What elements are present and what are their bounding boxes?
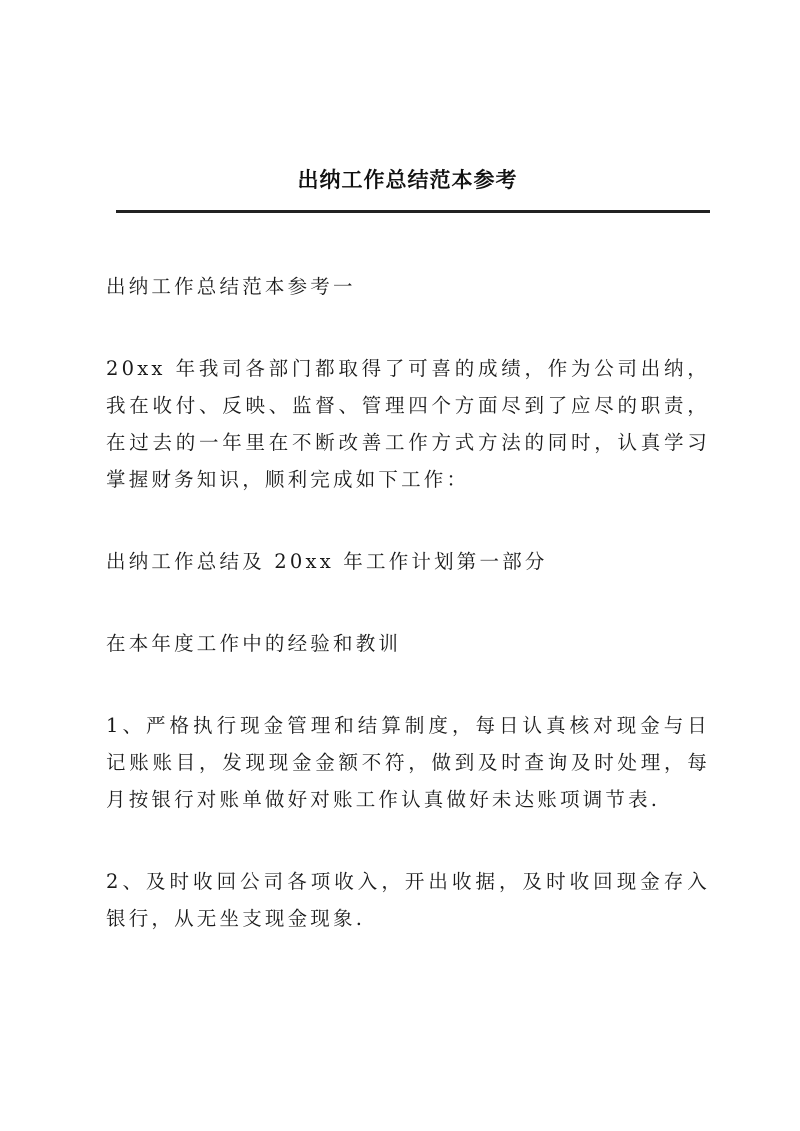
title-underline bbox=[116, 210, 710, 213]
document-title: 出纳工作总结范本参考 bbox=[297, 168, 518, 192]
list-item-2: 2、及时收回公司各项收入，开出收据，及时收回现金存入银行，从无坐支现金现象. bbox=[106, 870, 710, 930]
section-heading-2: 出纳工作总结及 20xx 年工作计划第一部分 bbox=[106, 550, 548, 573]
list-item-1: 1、严格执行现金管理和结算制度，每日认真核对现金与日记账账目，发现现金金额不符，做到及时查询及时处理，每月按银行对账单做好对账工作认真做好未达账项调节表. bbox=[106, 714, 710, 811]
intro-paragraph: 20xx 年我司各部门都取得了可喜的成绩，作为公司出纳，我在收付、反映、监督、管理四个方面尽到了应尽的职责，在过去的一年里在不断改善工作方式方法的同时，认真学习掌握财务知识，顺利完成如下工作： bbox=[106, 357, 710, 491]
section-subheading: 在本年度工作中的经验和教训 bbox=[106, 632, 402, 655]
section-heading-1: 出纳工作总结范本参考一 bbox=[106, 275, 356, 298]
document-body bbox=[106, 268, 710, 982]
